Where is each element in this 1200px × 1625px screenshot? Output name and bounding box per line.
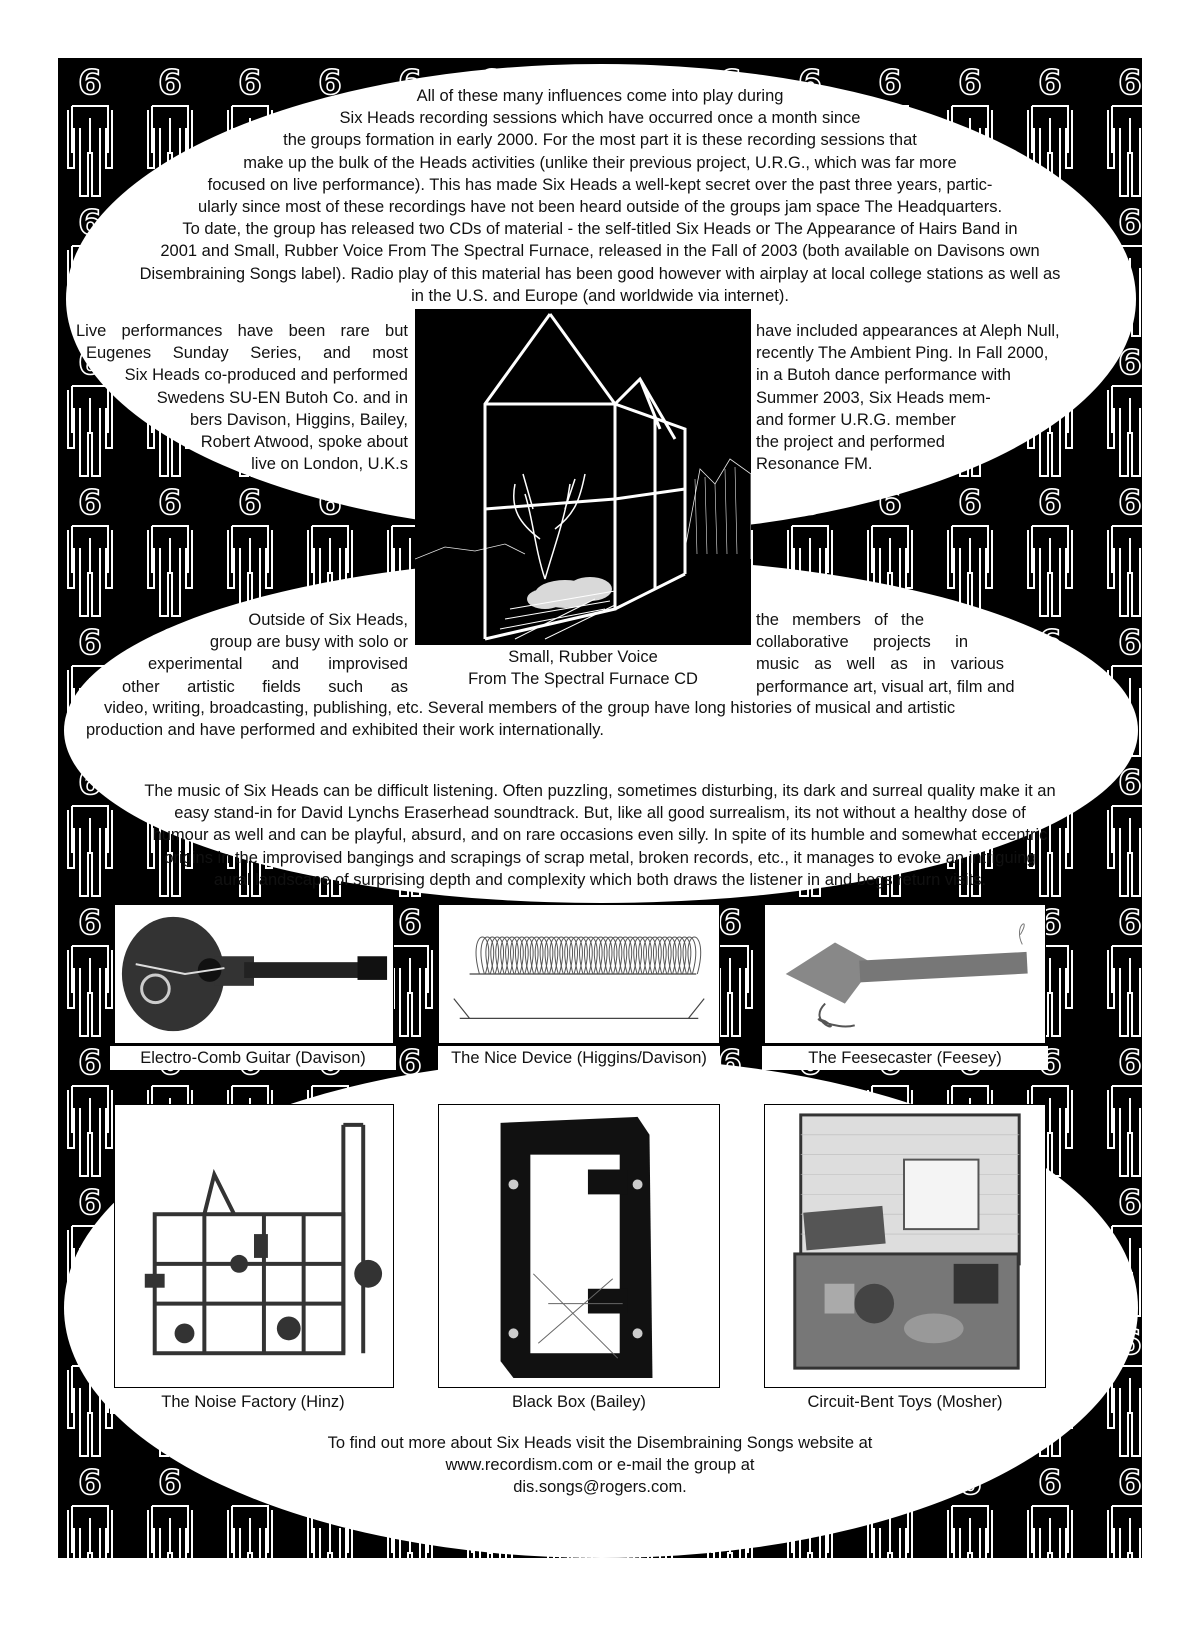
intro-line: focused on live performance). This has made Six Heads a well-kept secret over the past three years, partic- [207,175,993,194]
instrument-caption: Circuit-Bent Toys (Mosher) [762,1390,1048,1414]
text-line: performance art, visual art, film and [756,677,1015,696]
poster [58,58,1142,1558]
text-line: the members of the [756,611,924,629]
text-line: origins in the improvised bangings and scrapings of scrap metal, broken records, etc., it manages to evoke an intriguing [164,848,1036,867]
black-box-photo [438,1104,720,1388]
intro-line: make up the bulk of the Heads activities (unlike their previous project, U.R.G., which was far more [243,153,957,172]
text-line: recently The Ambient Ping. In Fall 2000, [756,344,1049,363]
text-line: the project and performed [756,433,945,452]
text-line: Robert Atwood, spoke about [200,433,408,452]
text-line: To find out more about Six Heads visit the Disembraining Songs website at [327,1434,873,1452]
text-line: easy stand-in for David Lynchs Eraserhead soundtrack. But, like all good surrealism, its not without a healthy dose of [174,804,1026,823]
intro-paragraph [58,85,1142,307]
intro-line: To date, the group has released two CDs of material - the self-titled Six Heads or The Appearance of Hairs Band in [182,220,1018,239]
live-performances-right [756,320,1076,475]
intro-line: 2001 and Small, Rubber Voice From The Spectral Furnace, released in the Fall of 2003 (both available on Davisons own [160,242,1040,261]
text-line: The music of Six Heads can be difficult listening. Often puzzling, sometimes disturbing, its dark and surreal quality make it an [144,782,1056,800]
text-line: production and have performed and exhibited their work internationally. [86,721,604,740]
intro-line: All of these many influences come into play during [416,87,784,105]
text-line: and former U.R.G. member [756,410,956,429]
cd-caption-line: Small, Rubber Voice [508,648,658,666]
text-line: Live performances have been rare but [76,322,408,340]
instrument-caption: The Nice Device (Higgins/Davison) [438,1046,720,1070]
text-line: Six Heads co-produced and performed [124,366,408,385]
music-paragraph [58,780,1142,891]
cd-caption [415,646,751,690]
footer-contact [58,1432,1142,1499]
text-line: Outside of Six Heads, [248,611,408,629]
text-line: humour as well and can be playful, absurd, and on rare occasions even silly. In spite of its humble and somewhat eccentric [152,826,1048,845]
instrument-caption: Electro-Comb Guitar (Davison) [110,1046,396,1070]
nice-device-photo [438,904,720,1044]
intro-line: Six Heads recording sessions which have occurred once a month since [339,109,861,128]
text-line: live on London, U.K.s [251,455,408,474]
email-link[interactable]: dis.songs@rogers.com. [513,1478,687,1497]
text-line: aural landscape of surprising depth and complexity which both draws the listener in and begs return visits. [213,870,987,889]
circuit-bent-toys-photo [764,1104,1046,1388]
instrument-caption: Black Box (Bailey) [438,1390,720,1414]
text-line: Swedens SU-EN Butoh Co. and in [156,388,408,407]
intro-line: the groups formation in early 2000. For the most part it is these recording sessions that [283,131,917,150]
electro-comb-guitar-photo [114,904,394,1044]
intro-line: Disembraining Songs label). Radio play of this material has been good however with airplay at local college stations as well as [139,264,1061,283]
text-line: experimental and improvised [148,655,408,674]
text-line: have included appearances at Aleph Null, [756,322,1060,340]
instrument-caption: The Noise Factory (Hinz) [110,1390,396,1414]
feesecaster-photo [764,904,1046,1044]
text-line: Summer 2003, Six Heads mem- [756,388,991,407]
text-line: collaborative projects in [756,633,968,652]
live-performances-left [76,320,408,475]
outside-left [98,609,408,698]
intro-line: in the U.S. and Europe (and worldwide via internet). [411,286,789,305]
noise-factory-photo [114,1104,394,1388]
outside-right [756,609,1036,698]
text-line: group are busy with solo or [209,633,408,652]
cd-cover-image [415,309,751,645]
text-line: other artistic fields such as [122,677,408,696]
outside-continuation [86,697,1126,741]
cd-caption-line: From The Spectral Furnace CD [468,670,698,688]
intro-line: ularly since most of these recordings have not been heard outside of the groups jam space The Headquarters. [197,198,1003,217]
text-line: bers Davison, Higgins, Bailey, [190,410,408,429]
instrument-caption: The Feesecaster (Feesey) [762,1046,1048,1070]
text-line: video, writing, broadcasting, publishing, etc. Several members of the group have long histories of musical and artistic [104,699,956,717]
text-line: in a Butoh dance performance with [756,366,1011,385]
text-line: music as well as in various [756,655,1004,674]
website-link[interactable]: www.recordism.com or e-mail the group at [445,1456,755,1475]
text-line: Eugenes Sunday Series, and most [86,344,408,363]
text-line: Resonance FM. [756,455,873,474]
